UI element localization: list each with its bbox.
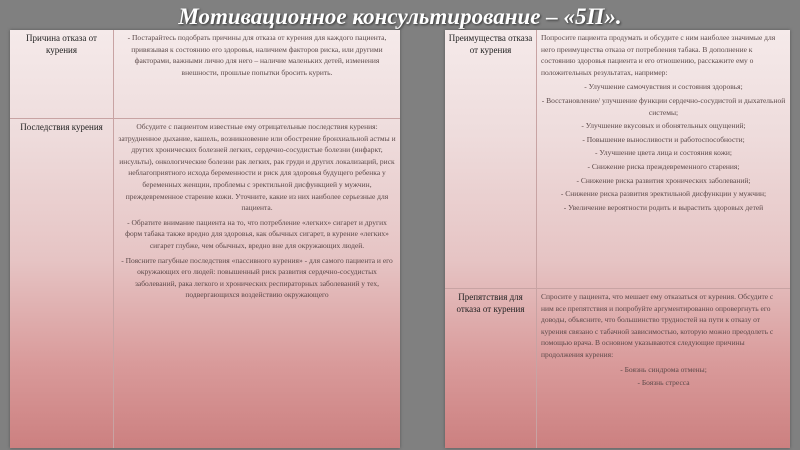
paragraph: Попросите пациента продумать и обсудите с ним наиболее значимые для него преимущества отказа от потребления табака. В дополнение к состоянию здоровья пациента и его отношению, расскажите ему о положительных результатах, например: xyxy=(541,33,776,77)
benefits-list xyxy=(541,81,786,213)
left-table xyxy=(10,30,400,448)
paragraph: - Обратите внимание пациента на то, что потребление «легких» сигарет и других форм табака также вредно для здоровья, как обычных сигарет, в курение «легких» сигарет глубже, чем обычных, вредно вне для окружающих людей. xyxy=(125,217,389,250)
paragraph: - Поясните пагубные последствия «пассивного курения» - для самого пациента и его окружающих его людей: повышенный риск развития сердечно-сосудистых заболеваний, рака легкого и хронических респираторных заболеваний у тех, подвергающихся воздействию окружающего xyxy=(121,255,393,300)
list-item: - Улучшение цвета лица и состояния кожи; xyxy=(541,147,786,159)
row-content xyxy=(537,289,790,448)
row-content xyxy=(537,30,790,288)
list-item: - Повышение выносливости и работоспособности; xyxy=(541,134,786,146)
list-item: - Увеличение вероятности родить и вырастить здоровых детей xyxy=(541,202,786,214)
paragraph: Спросите у пациента, что мешает ему отказаться от курения. Обсудите с ним все препятствия и попробуйте аргументированно опровергнуть его доводы, объясните, что большинство трудностей на пути к отказу от курения связано с табачной зависимостью, которую можно преодолеть с помощью врача. В основном указываются следующие причины продолжения курения: xyxy=(541,292,774,359)
table-row xyxy=(10,30,400,119)
list-item: - Снижение риска развития хронических заболеваний; xyxy=(541,175,786,187)
list-item: - Боязнь синдрома отмены; xyxy=(541,364,786,376)
slide-title: Мотивационное консультирование – «5П». xyxy=(178,4,622,29)
paragraph: Обсудите с пациентом известные ему отрицательные последствия курения: затрудненное дыхание, кашель, возникновение или обострение бронхиальной астмы и других хронических болезней легких, сердечно-сосудистые болезни (инфаркт, инсульты), онкологические болезни рак легких, рак груди и других локализаций, риск неблагоприятного исхода беременности и риск для здоровья будущего ребенка у беременных женщин, проблемы с эректильной дисфункцией у мужчин, преждевременное старение кожи. Уточните, какие из них наиболее серьезные для пациента. xyxy=(118,122,396,213)
row-header: Препятствия для отказа от курения xyxy=(445,289,537,448)
list-item: - Боязнь стресса xyxy=(541,377,786,389)
obstacles-list xyxy=(541,364,786,389)
list-item: - Улучшение вкусовых и обонятельных ощущений; xyxy=(541,120,786,132)
list-item: - Снижение риска развития эректильной дисфункции у мужчин; xyxy=(541,188,786,200)
table-row xyxy=(445,289,790,448)
row-content xyxy=(114,119,400,448)
paragraph: - Постарайтесь подобрать причины для отказа от курения для каждого пациента, привязывая к состоянию его здоровья, наличием факторов риска, или другими факторами, важными лично для него – наличие маленьких детей, изменения внешности, прошлые попытки бросить курить. xyxy=(127,33,387,77)
row-header: Причина отказа от курения xyxy=(10,30,114,118)
table-row xyxy=(10,119,400,448)
list-item: - Восстановление/ улучшение функции сердечно-сосудистой и дыхательной системы; xyxy=(541,95,786,118)
table-row xyxy=(445,30,790,289)
list-item: - Улучшение самочувствия и состояния здоровья; xyxy=(541,81,786,93)
row-header: Преимущества отказа от курения xyxy=(445,30,537,288)
list-item: - Снижение риска преждевременного старения; xyxy=(541,161,786,173)
row-header: Последствия курения xyxy=(10,119,114,448)
row-content xyxy=(114,30,400,118)
right-table xyxy=(445,30,790,448)
